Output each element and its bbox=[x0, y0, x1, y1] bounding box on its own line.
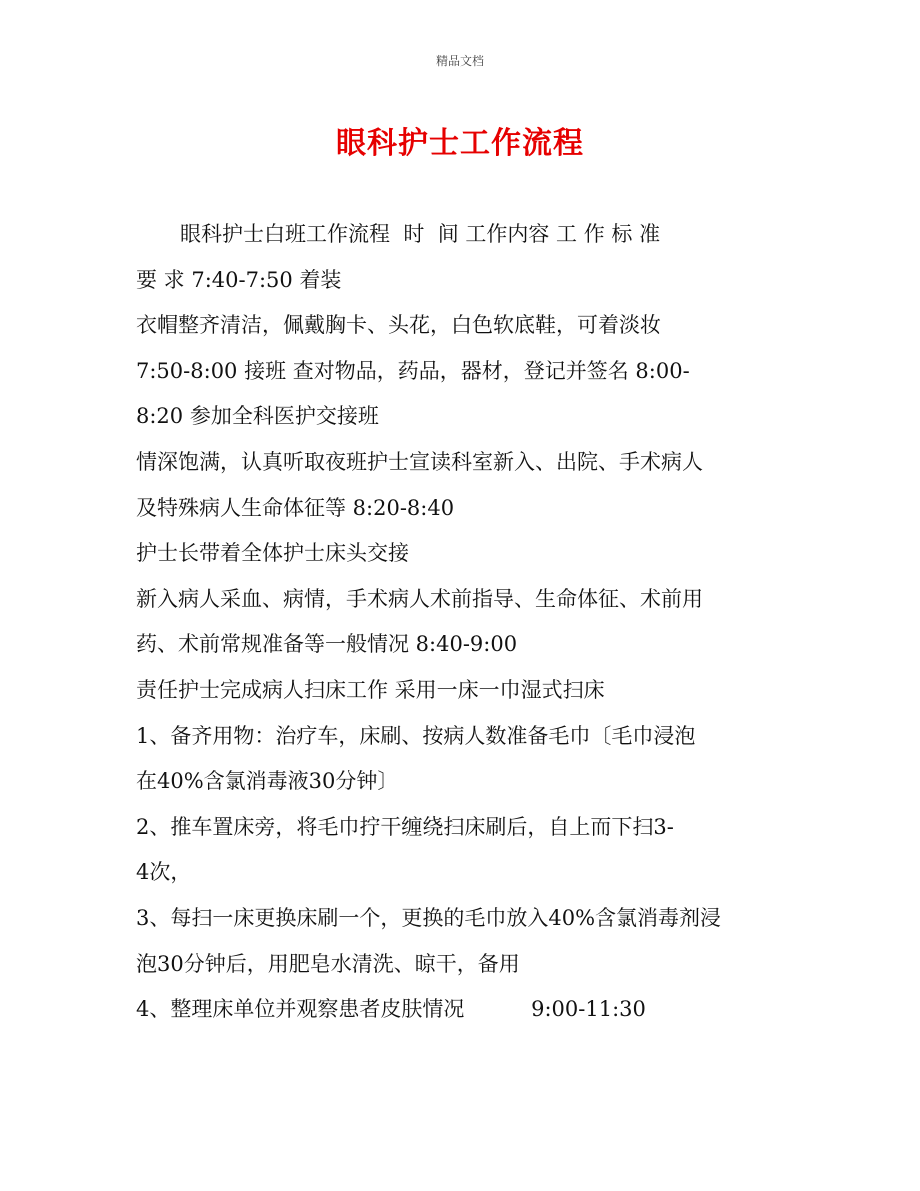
body-line: 护士长带着全体护士床头交接 bbox=[136, 541, 409, 566]
body-line: 7:50-8:00 接班 查对物品，药品，器材，登记并签名 8:00- bbox=[136, 358, 690, 383]
body-line: 眼科护士白班工作流程 时 间 工作内容 工 作 标 准 bbox=[180, 222, 661, 246]
body-line: 药、术前常规准备等一般情况 8:40-9:00 bbox=[136, 632, 518, 657]
body-line: 责任护士完成病人扫床工作 采用一床一巾湿式扫床 bbox=[136, 677, 605, 702]
body-line: 及特殊病人生命体征等 8:20-8:40 bbox=[136, 495, 455, 520]
document-header-mark: 精品文档 bbox=[435, 54, 484, 68]
body-line: 衣帽整齐清洁，佩戴胸卡、头花，白色软底鞋，可着淡妆 bbox=[136, 313, 661, 338]
body-line: 4、整理床单位并观察患者皮肤情况 9:00-11:30 bbox=[136, 997, 646, 1022]
document-title: 眼科护士工作流程 bbox=[336, 126, 584, 161]
document-body bbox=[136, 212, 786, 1033]
body-line: 在40%含氯消毒液30分钟〕 bbox=[136, 769, 399, 794]
body-line: 3、每扫一床更换床刷一个，更换的毛巾放入40%含氯消毒剂浸 bbox=[136, 905, 722, 930]
body-line: 情深饱满，认真听取夜班护士宣读科室新入、出院、手术病人 bbox=[136, 449, 703, 474]
body-line: 要 求 7:40-7:50 着装 bbox=[136, 267, 342, 292]
body-line: 1、备齐用物：治疗车，床刷、按病人数准备毛巾〔毛巾浸泡 bbox=[136, 723, 696, 748]
body-line: 泡30分钟后，用肥皂水清洗、晾干，备用 bbox=[136, 951, 520, 976]
body-line: 4次， bbox=[136, 860, 192, 885]
body-line: 2、推车置床旁，将毛巾拧干缠绕扫床刷后，自上而下扫3- bbox=[136, 814, 674, 839]
body-line: 8:20 参加全科医护交接班 bbox=[136, 404, 379, 429]
body-line: 新入病人采血、病情，手术病人术前指导、生命体征、术前用 bbox=[136, 586, 703, 611]
